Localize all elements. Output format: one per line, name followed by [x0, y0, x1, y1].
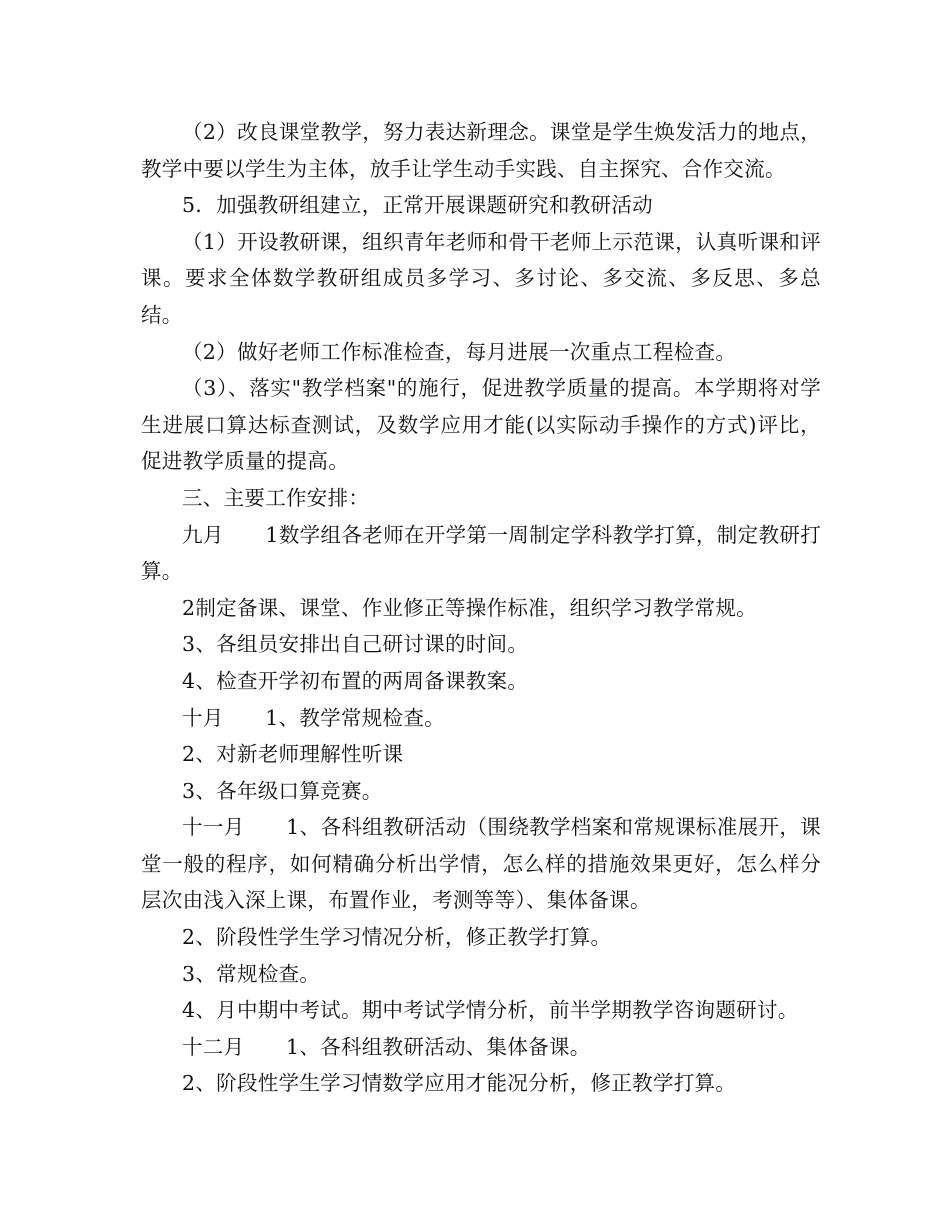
paragraph-standard-check: （2）做好老师工作标准检查，每月进展一次重点工程检查。 [182, 339, 737, 364]
paragraph-september-4: 4、检查开学初布置的两周备课教案。 [182, 668, 529, 693]
paragraph-december-1: 十二月 1、各科组教研活动、集体备课。 [182, 1034, 591, 1059]
paragraph-december-2: 2、阶段性学生学习情数学应用才能况分析，修正教学打算。 [182, 1071, 737, 1096]
paragraph-november-3: 3、常规检查。 [182, 961, 321, 986]
paragraph-november-2: 2、阶段性学生学习情况分析，修正教学打算。 [182, 925, 612, 950]
document-page [141, 114, 821, 1102]
paragraph-october-3: 3、各年级口算竞赛。 [182, 778, 383, 803]
paragraph-november-1: 十一月 1、各科组教研活动（围绕教学档案和常规课标准展开，课堂一般的程序，如何精确分析出学情，怎么样的措施效果更好，怎么样分层次由浅入深上课，布置作业，考测等等）、集体备课。 [141, 815, 821, 913]
paragraph-teaching-archive: （3）、落实"教学档案"的施行，促进教学质量的提高。本学期将对学生进展口算达标查测试，及数学应用才能(以实际动手操作的方式)评比，促进教学质量的提高。 [141, 376, 821, 474]
paragraph-section-3-heading: 三、主要工作安排： [182, 485, 370, 510]
paragraph-september-1: 九月 1数学组各老师在开学第一周制定学科教学打算，制定教研打算。 [141, 522, 821, 584]
paragraph-november-4: 4、月中期中考试。期中考试学情分析，前半学期教学咨询题研讨。 [182, 998, 799, 1023]
paragraph-october-1: 十月 1、教学常规检查。 [182, 705, 445, 730]
paragraph-demo-lessons: （1）开设教研课，组织青年老师和骨干老师上示范课，认真听课和评课。要求全体数学教研组成员多学习、多讨论、多交流、多反思、多总结。 [141, 229, 821, 327]
paragraph-improve-teaching: （2）改良课堂教学，努力表达新理念。课堂是学生焕发活力的地点，教学中要以学生为主体，放手让学生动手实践、自主探究、合作交流。 [141, 120, 821, 181]
paragraph-section-5-heading: 5．加强教研组建立，正常开展课题研究和教研活动 [182, 193, 653, 218]
paragraph-september-3: 3、各组员安排出自己研讨课的时间。 [182, 632, 529, 657]
paragraph-september-2: 2制定备课、课堂、作业修正等操作标准，组织学习教学常规。 [182, 595, 757, 620]
paragraph-october-2: 2、对新老师理解性听课 [182, 742, 404, 767]
